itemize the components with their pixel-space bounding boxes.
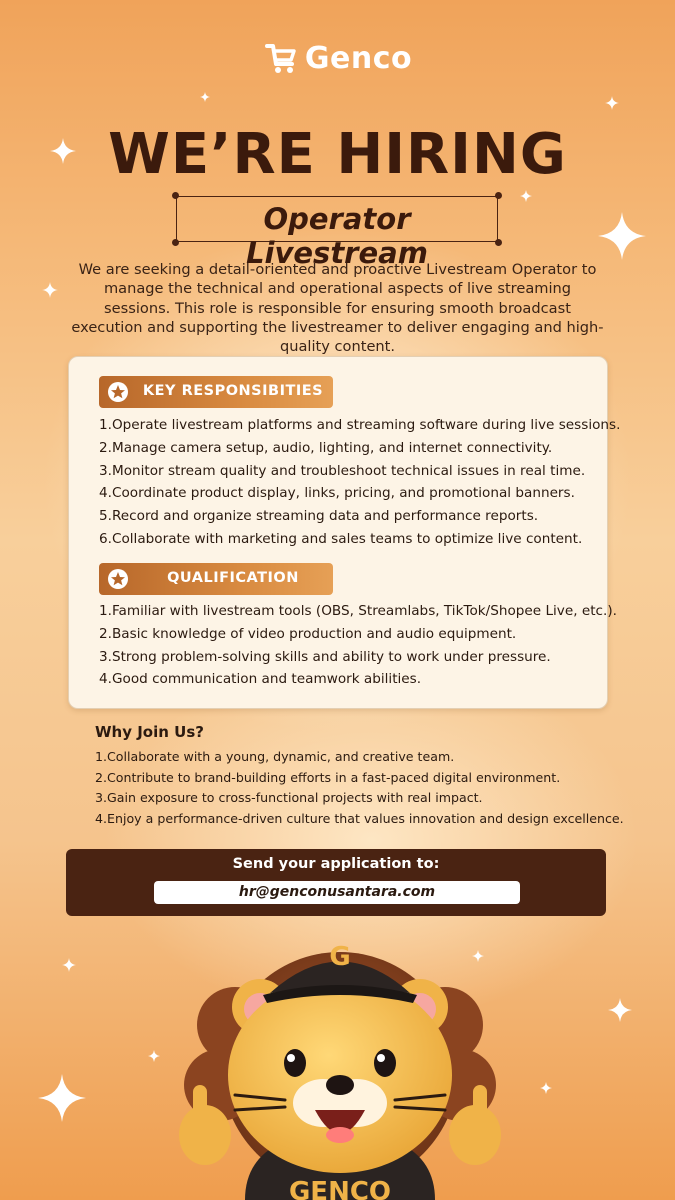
star-badge-icon (107, 568, 129, 590)
intro-paragraph: We are seeking a detail-oriented and proactive Livestream Operator to manage the technical and operational aspects of live streaming sessions. This role is responsible for ensuring smooth broadcast execution and supporting the livestreamer to deliver engaging and high-quality content. (71, 261, 604, 355)
sparkle-icon (200, 92, 210, 102)
frame-dot (172, 192, 179, 199)
sparkle-icon (608, 998, 632, 1022)
sparkle-icon (605, 96, 619, 110)
brand-name: Genco (304, 40, 413, 76)
list-item: 3.Gain exposure to cross-functional projects with real impact. (95, 790, 483, 805)
list-item: 4.Coordinate product display, links, pricing, and promotional banners. (99, 485, 575, 502)
list-item: 6.Collaborate with marketing and sales teams to optimize live content. (99, 530, 583, 547)
list-item: 1.Operate livestream platforms and streaming software during live sessions. (99, 417, 621, 433)
list-item: 3.Strong problem-solving skills and ability to work under pressure. (99, 648, 551, 665)
sparkle-icon (148, 1050, 160, 1062)
star-badge-icon (107, 381, 129, 403)
brand-logo (0, 40, 675, 76)
list-item: 5.Record and organize streaming data and performance reports. (99, 508, 539, 525)
qualification-header (99, 563, 333, 595)
lion-mascot (175, 935, 505, 1200)
list-item: 3.Monitor stream quality and troubleshoot technical issues in real time. (99, 462, 586, 479)
application-banner (66, 849, 606, 916)
responsibilities-header (99, 376, 333, 408)
email-link[interactable]: hr@genconusantara.com (154, 881, 520, 904)
list-item: 2.Basic knowledge of video production and audio equipment. (99, 625, 517, 642)
role-title: Operator Livestream (246, 202, 428, 270)
list-item: 4.Enjoy a performance-driven culture that values innovation and design excellence. (95, 810, 624, 826)
list-item: 2.Contribute to brand-building efforts in a fast-paced digital environment. (95, 769, 561, 785)
responsibilities-list (99, 417, 620, 554)
responsibilities-title: KEY RESPONSIBITIES (142, 383, 324, 399)
sparkle-icon (598, 212, 646, 260)
sparkle-icon (62, 958, 76, 972)
why-join-title: Why Join Us? (95, 723, 204, 741)
cap-letter: G (329, 942, 351, 972)
list-item: 2.Manage camera setup, audio, lighting, and internet connectivity. (99, 439, 553, 456)
cta-title: Send your application to: (232, 856, 440, 872)
list-item: 1.Collaborate with a young, dynamic, and creative team. (95, 749, 455, 764)
role-title-frame (176, 196, 498, 270)
sparkle-icon (520, 190, 532, 202)
sparkle-icon (540, 1082, 552, 1094)
frame-dot (495, 192, 502, 199)
list-item: 1.Familiar with livestream tools (OBS, Streamlabs, TikTok/Shopee Live, etc.). (99, 603, 617, 619)
shirt-text: GENCO (288, 1177, 392, 1200)
sparkle-icon (42, 282, 58, 298)
requirements-card (68, 356, 621, 709)
sparkle-icon (38, 1074, 86, 1122)
qualification-list (99, 603, 617, 694)
cart-logo-icon (263, 40, 299, 76)
qualification-title: QUALIFICATION (167, 570, 299, 586)
list-item: 4.Good communication and teamwork abilities. (99, 671, 422, 688)
headline: WE’RE HIRING (108, 122, 567, 187)
why-join-list (95, 749, 624, 831)
